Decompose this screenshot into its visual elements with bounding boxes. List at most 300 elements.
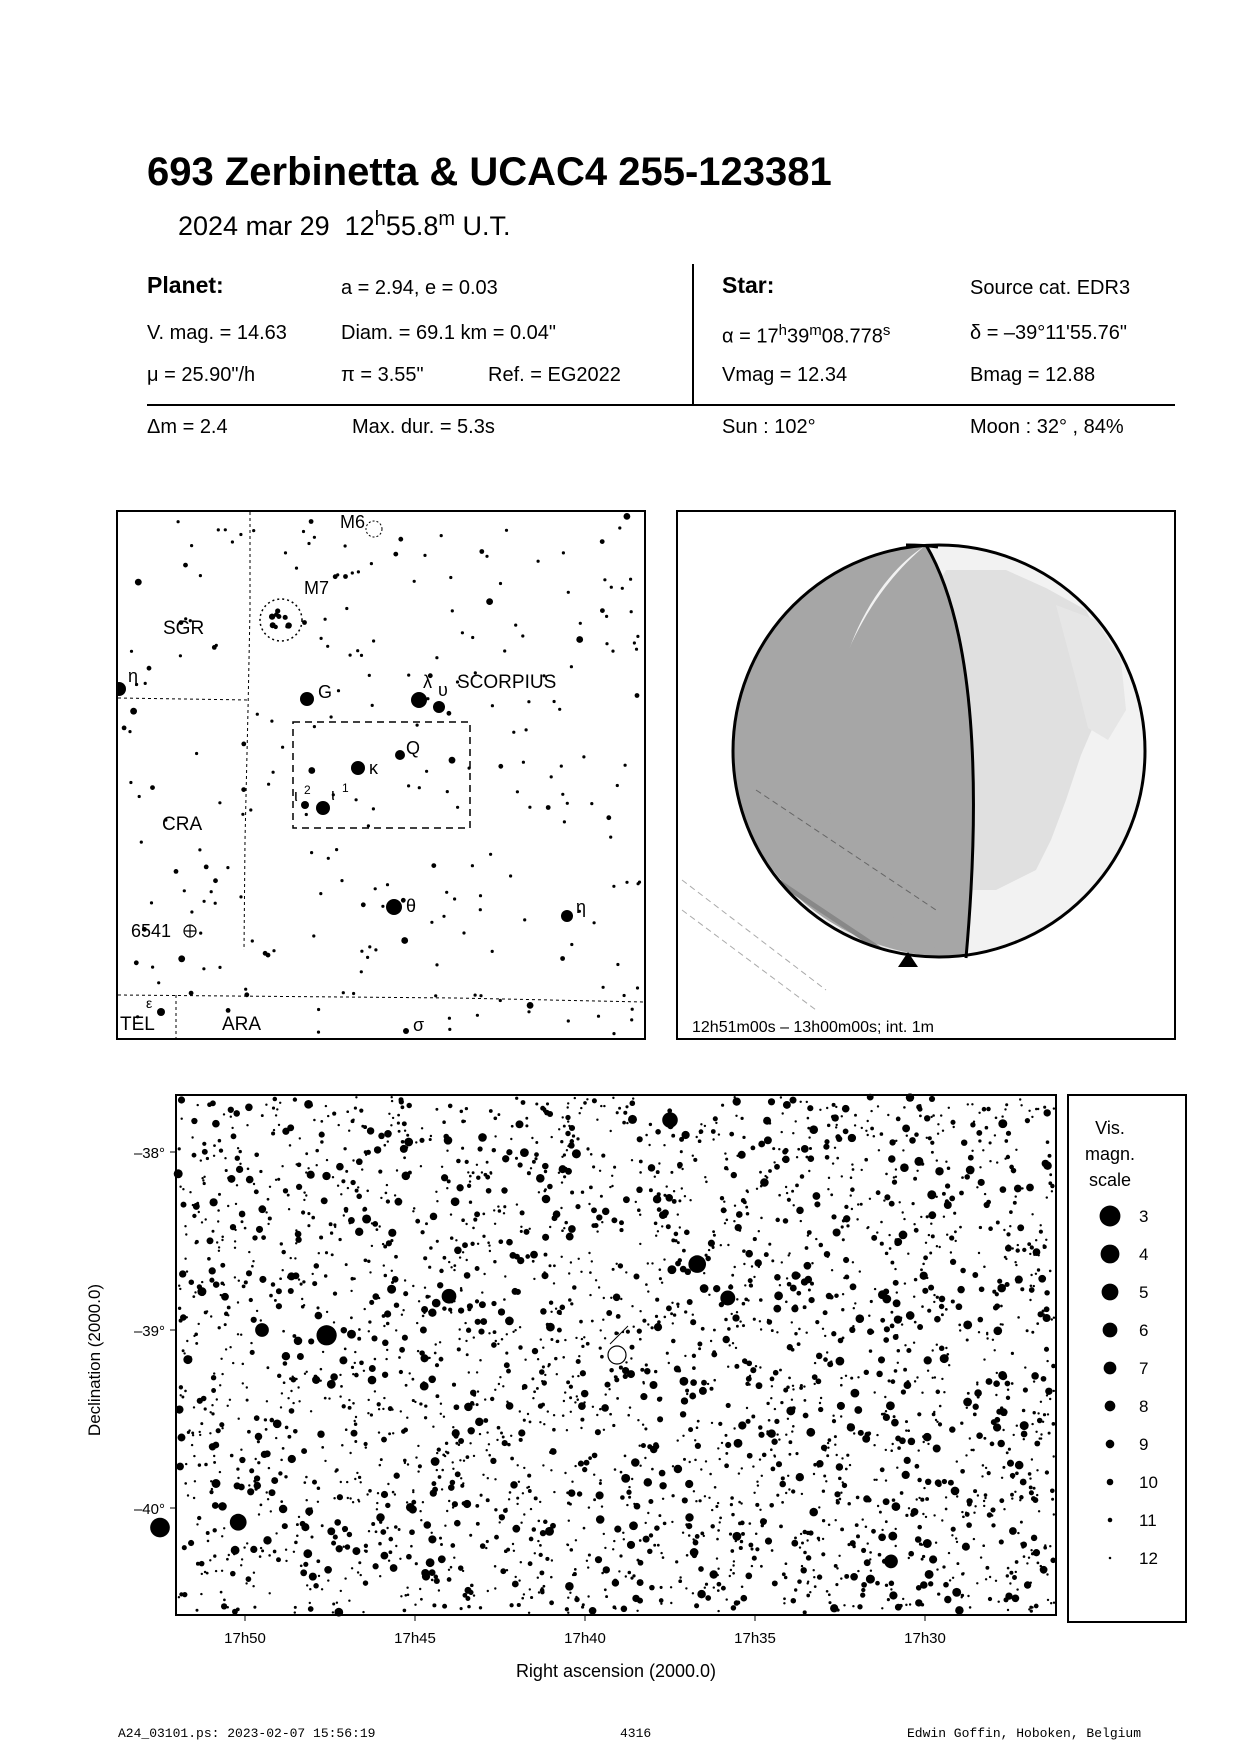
field-star [834,1147,836,1149]
field-star [798,1328,801,1331]
field-star [725,1434,728,1437]
field-star [886,1401,895,1410]
field-star [209,1278,214,1283]
field-star [854,1114,857,1117]
field-star [973,1512,975,1514]
field-star [885,1479,887,1481]
field-star [803,1399,806,1402]
field-star [237,1301,239,1303]
field-star [479,1433,481,1435]
field-star [179,1270,186,1277]
field-star [997,1440,1004,1447]
field-star [409,1505,417,1513]
field-star [368,1399,370,1401]
field-star [232,1362,234,1364]
field-star [822,1538,824,1540]
field-star [814,1383,816,1385]
field-star [966,1522,972,1528]
field-star [813,1576,815,1578]
field-star [783,1602,785,1604]
field-star [959,1226,962,1229]
field-star [651,1468,654,1471]
field-star [795,1184,799,1188]
field-star [481,1291,483,1293]
field-star [800,1220,802,1222]
field-star [949,1579,951,1581]
field-star [840,1577,842,1579]
field-star [735,1347,737,1349]
field-star [385,1192,388,1195]
field-star [950,1251,952,1253]
field-star [993,1423,1001,1431]
field-star [842,1238,845,1241]
field-star [730,1549,734,1553]
field-star [380,1529,386,1535]
field-star [462,1482,464,1484]
field-star [1046,1360,1048,1362]
field-star [367,1260,370,1263]
field-star [914,1380,916,1382]
field-star [884,1339,886,1341]
y-axis [85,1145,176,1518]
field-star [741,1532,745,1536]
x-tick-label: 17h50 [224,1630,266,1647]
field-star [994,1417,1000,1423]
field-star [787,1344,793,1350]
field-star [874,1288,876,1290]
field-star [230,1115,232,1117]
field-star [670,1171,673,1174]
field-star [747,1299,749,1301]
field-star [951,1299,955,1303]
field-star [390,1124,392,1126]
field-star [713,1329,716,1332]
field-star [561,1181,563,1183]
field-star [339,1395,341,1397]
field-star [707,1383,709,1385]
field-star [544,1253,548,1257]
field-star [266,1400,268,1402]
field-star [191,1444,193,1446]
finder-star [553,700,556,703]
field-star [967,1595,969,1597]
field-star [773,1161,775,1163]
field-star [867,1542,869,1544]
field-star [785,1492,787,1494]
field-star [894,1238,902,1246]
field-star [1053,1455,1055,1457]
field-star [602,1319,604,1321]
field-star [285,1426,289,1430]
field-star [305,1152,308,1155]
field-star [1007,1388,1009,1390]
finder-star [203,900,206,903]
field-star [1049,1398,1051,1400]
finder-star [610,586,613,589]
finder-star [147,666,152,671]
field-star [792,1132,794,1134]
field-star [428,1357,430,1359]
field-star [446,1451,449,1454]
field-star [225,1169,228,1172]
field-star [767,1319,769,1321]
field-star [911,1508,919,1516]
field-star [358,1561,361,1564]
field-star [997,1284,1006,1293]
field-star [945,1183,950,1188]
field-star [828,1601,831,1604]
star-delta: δ = –39°11'55.76" [970,322,1128,344]
finder-star [485,555,488,558]
field-star [782,1112,784,1114]
field-star [305,1194,307,1196]
field-star [199,1434,201,1436]
field-star [930,1192,935,1197]
field-star [568,1520,570,1522]
field-star [289,1144,292,1147]
finder-star [570,943,573,946]
field-star [269,1186,271,1188]
field-star [562,1116,564,1118]
finder-star [140,841,143,844]
field-star [1017,1316,1020,1319]
field-star [539,1544,542,1547]
field-star [1011,1497,1013,1499]
field-star [461,1218,465,1222]
field-star [902,1598,904,1600]
field-star [897,1446,901,1450]
field-star [667,1265,676,1274]
field-star [647,1512,649,1514]
finder-star [386,883,389,886]
field-star [494,1587,496,1589]
finder-star [527,1010,530,1013]
label-g: G [318,682,333,702]
field-star [430,1213,438,1221]
field-star [1029,1253,1031,1255]
field-star [341,1444,344,1447]
field-star [740,1540,743,1543]
field-star [193,1455,195,1457]
field-star [528,1486,530,1488]
field-star [273,1550,277,1554]
field-star [316,1559,320,1563]
field-star [523,1593,525,1595]
field-star [995,1116,998,1119]
field-star [694,1459,697,1462]
field-star [916,1170,918,1172]
field-star [1015,1264,1017,1266]
field-star [956,1562,959,1565]
field-star [544,1170,547,1173]
field-star [421,1127,423,1129]
field-star [790,1097,797,1104]
finder-star [609,836,612,839]
field-star [372,1563,378,1569]
finder-star [272,949,275,952]
field-star [251,1317,257,1323]
field-star [978,1331,980,1333]
field-star [793,1204,795,1206]
field-star [258,1513,260,1515]
field-star [505,1508,507,1510]
finder-star [355,798,358,801]
field-star [639,1243,641,1245]
field-star [984,1493,988,1497]
field-star [371,1335,377,1341]
field-star [491,1342,497,1348]
field-star [773,1305,781,1313]
field-star [805,1246,809,1250]
field-star [343,1147,346,1150]
field-star [823,1310,828,1315]
field-star [386,1199,390,1203]
field-star [885,1173,888,1176]
field-star [287,1397,289,1399]
star-alpha-mid: 39 [786,325,810,348]
field-star [785,1434,787,1436]
field-star [861,1169,863,1171]
finder-star [370,562,373,565]
field-star [841,1175,843,1177]
field-star [217,1209,220,1212]
field-star [781,1131,783,1133]
field-star [307,1171,315,1179]
field-star [514,1329,516,1331]
field-star [906,1348,911,1353]
field-star [332,1112,336,1116]
field-star [807,1105,813,1111]
field-star [951,1487,960,1496]
field-star [400,1145,408,1153]
finder-star [503,649,506,652]
field-star [580,1271,582,1273]
field-star [808,1136,810,1138]
field-star [488,1244,490,1246]
field-star [356,1158,363,1165]
field-star [480,1318,487,1325]
field-star [866,1575,875,1584]
field-star [782,1572,786,1576]
field-star [795,1452,798,1455]
field-star [806,1582,808,1584]
field-star [984,1193,986,1195]
field-star [844,1574,849,1579]
field-star [751,1565,753,1567]
field-star [609,1413,612,1416]
field-star [392,1491,395,1494]
field-star [769,1503,774,1508]
field-star [191,1118,197,1124]
field-star [897,1362,899,1364]
field-star [505,1317,514,1326]
field-star [791,1399,793,1401]
field-star [402,1172,411,1181]
field-star [604,1337,606,1339]
field-star [780,1401,783,1404]
field-star [182,1349,185,1352]
field-star [771,1329,774,1332]
y-tick-label: –40° [133,1501,165,1518]
date-day: 2024 mar 29 [178,211,330,241]
field-star [404,1279,406,1281]
field-star [573,1572,577,1576]
field-star [699,1132,701,1134]
finder-star [361,902,366,907]
field-star [418,1464,422,1468]
field-star [583,1101,587,1105]
field-star [443,1256,447,1260]
date-minute-unit: m [438,208,456,230]
field-star [364,1442,368,1446]
field-star [927,1309,931,1313]
field-star [837,1609,840,1612]
star-iota2-sco [301,801,309,809]
field-star [894,1369,898,1373]
finder-star [129,781,132,784]
field-star [906,1311,915,1320]
field-star [507,1443,511,1447]
field-star [462,1251,464,1253]
field-star [720,1196,724,1200]
field-star [529,1588,531,1590]
field-star [683,1458,686,1461]
field-star [267,1198,270,1201]
field-star [324,1274,327,1277]
field-star [502,1385,504,1387]
finder-star [523,918,526,921]
field-star [308,1514,310,1516]
field-star [644,1368,651,1375]
field-star [250,1546,257,1553]
field-star [642,1319,646,1323]
field-star [448,1569,450,1571]
field-star [974,1505,976,1507]
field-star [380,1197,382,1199]
field-star [368,1330,370,1332]
field-star [823,1357,828,1362]
field-star [738,1522,742,1526]
field-star [187,1494,189,1496]
field-star [261,1451,268,1458]
field-star [392,1276,399,1283]
field-star [577,1375,579,1377]
globe-panel [676,510,1176,1040]
field-star [885,1584,888,1587]
field-star [762,1453,767,1458]
field-star [586,1560,588,1562]
field-star [419,1138,424,1143]
field-star [896,1291,898,1293]
field-star [496,1439,498,1441]
star-alpha-post: 08.778 [821,325,883,348]
m7-member-star [275,608,280,613]
field-star [796,1473,804,1481]
finder-star [340,879,343,882]
field-star [700,1468,702,1470]
field-star [595,1556,602,1563]
field-star [804,1262,812,1270]
field-star [518,1429,525,1436]
finder-star [442,915,445,918]
field-star [563,1153,566,1156]
field-star [498,1239,503,1244]
field-star [851,1208,853,1210]
field-star [794,1332,797,1335]
field-star [639,1171,642,1174]
field-star [267,1223,269,1225]
field-star [759,1298,763,1302]
field-star [978,1317,984,1323]
field-star [952,1588,961,1597]
legend-magnitude-label: 3 [1139,1207,1149,1226]
field-star [921,1392,923,1394]
field-star [937,1592,940,1595]
field-star [1030,1549,1032,1551]
field-star [276,1557,281,1562]
field-star [1022,1248,1026,1252]
field-star [364,1258,368,1262]
field-star [525,1117,528,1120]
field-star [204,1311,208,1315]
field-star [209,1411,211,1413]
field-star [660,1603,662,1605]
field-star [799,1546,801,1548]
field-star [434,1352,437,1355]
field-star [282,1269,284,1271]
finder-star [224,528,227,531]
finder-star [476,1014,479,1017]
field-star [423,1256,427,1260]
field-star [355,1416,357,1418]
field-star [201,1281,203,1283]
field-star [893,1334,899,1340]
field-star [553,1491,555,1493]
field-star [558,1128,560,1130]
field-star [813,1569,815,1571]
field-star [929,1096,935,1102]
field-star [825,1155,830,1160]
field-star [1026,1184,1034,1192]
field-star [298,1400,300,1402]
field-star [976,1582,978,1584]
date-tz: U.T. [462,211,511,241]
field-star [852,1605,854,1607]
field-star [350,1290,352,1292]
field-star [241,1558,243,1560]
field-star [842,1483,847,1488]
field-star [951,1196,954,1199]
field-star [478,1146,483,1151]
field-star [671,1302,673,1304]
field-star [905,1604,907,1606]
field-star [636,1610,638,1612]
field-star [588,1553,591,1556]
field-star [542,1365,545,1368]
field-star [731,1513,734,1516]
target-star-marker [608,1346,626,1364]
finder-star [177,520,180,523]
field-star [880,1221,883,1224]
field-star [467,1184,471,1188]
field-star [743,1263,745,1265]
field-star [1049,1173,1052,1176]
field-star [841,1115,843,1117]
field-star [552,1215,558,1221]
field-star [917,1525,922,1530]
field-star [310,1507,313,1510]
field-star [824,1335,826,1337]
